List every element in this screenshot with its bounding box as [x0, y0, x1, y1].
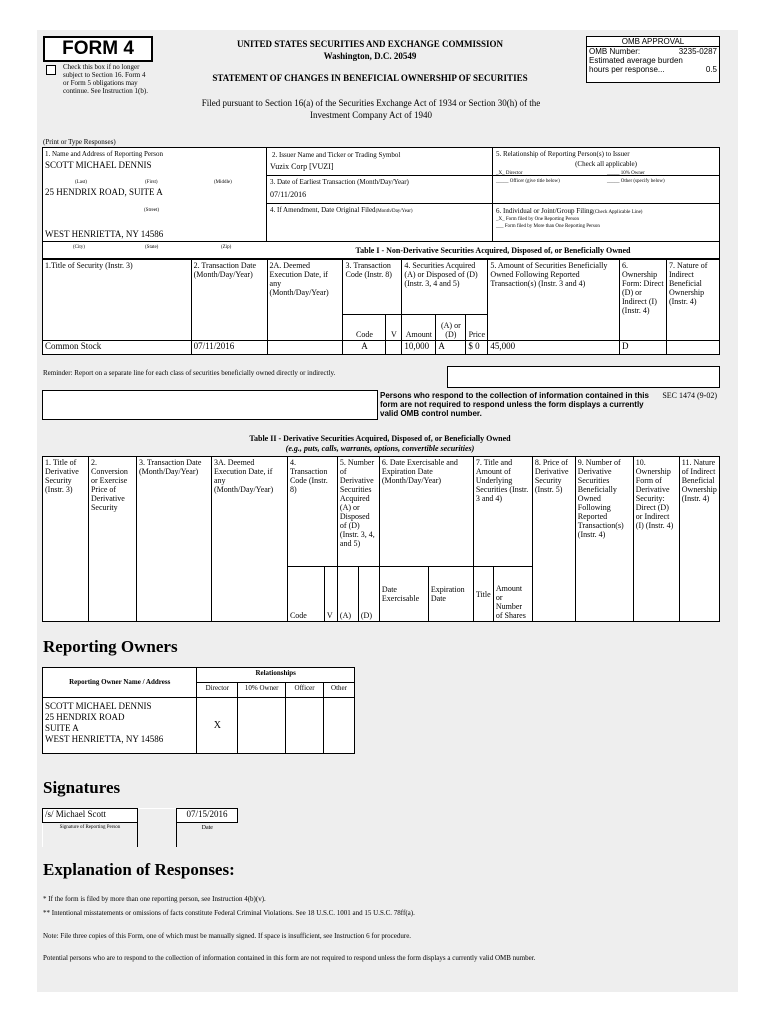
- t1-security: Common Stock: [43, 341, 192, 355]
- t1-h-owned: 5. Amount of Securities Beneficially Owned Following Reported Transaction(s) (Instr. 3 and 4): [488, 260, 620, 341]
- ro-owner-line4: WEST HENRIETTA, NY 14586: [45, 734, 164, 744]
- statement-title: STATEMENT OF CHANGES IN BENEFICIAL OWNERSHIP OF SECURITIES: [212, 73, 528, 83]
- middle-label: (Middle): [214, 180, 232, 185]
- t2-sh-code: Code: [287, 567, 324, 622]
- street-label: (Street): [144, 208, 159, 213]
- agency-name: UNITED STATES SECURITIES AND EXCHANGE COMMISSION: [237, 39, 503, 49]
- persons-notice: Persons who respond to the collection of information contained in this form are not required to respond unless the form displays a currently valid OMB control number.: [380, 391, 649, 418]
- t2-sh-expiration: Expiration Date: [428, 567, 473, 622]
- print-note: (Print or Type Responses): [43, 138, 116, 146]
- explanation-note-3: Note: File three copies of this Form, one of which must be manually signed. If space is insufficient, see Instruction 6 for procedure.: [43, 932, 412, 940]
- t2-h-conversion: 2. Conversion or Exercise Price of Derivative Security: [88, 457, 136, 622]
- state-label: (State): [145, 245, 159, 250]
- first-label: (First): [145, 180, 158, 185]
- t1-h-deemed: 2A. Deemed Execution Date, if any (Month/Day/Year): [267, 260, 343, 341]
- ro-h-officer: Officer: [286, 683, 324, 698]
- other-label: Other (specify below): [620, 179, 665, 184]
- reminder-text: Reminder: Report on a separate line for each class of securities beneficially owned directly or indirectly.: [43, 369, 336, 377]
- filed-pursuant-line2: Investment Company Act of 1940: [310, 110, 432, 120]
- ro-h-director: Director: [197, 683, 238, 698]
- director-label: Director: [505, 171, 523, 176]
- amendment-sublabel: (Month/Day/Year): [375, 209, 413, 214]
- t2-h-form: 10. Ownership Form of Derivative Security: Direct (D) or Indirect (I) (Instr. 4): [633, 457, 679, 622]
- no-longer-subject-checkbox[interactable]: [46, 65, 56, 75]
- t1-sh-price: Price: [466, 315, 488, 341]
- last-label: (Last): [75, 180, 87, 185]
- ro-owner-line1: SCOTT MICHAEL DENNIS: [45, 701, 152, 711]
- t1-date: 07/11/2016: [191, 341, 267, 355]
- t1-form: D: [620, 341, 667, 355]
- t1-aord: A: [436, 341, 466, 355]
- t2-sh-amount: Amount or Number of Shares: [493, 567, 532, 622]
- omb-title: OMB APPROVAL: [587, 37, 719, 47]
- signature-date: 07/15/2016: [177, 809, 238, 823]
- form-title-box: [43, 36, 153, 62]
- t2-h-price: 8. Price of Derivative Security (Instr. 5): [532, 457, 575, 622]
- t1-h-security: 1.Title of Security (Instr. 3): [43, 260, 192, 341]
- signature-value: /s/ Michael Scott: [43, 809, 138, 823]
- t2-sh-d: (D): [358, 567, 379, 622]
- omb-hours-label: hours per response...: [589, 65, 665, 74]
- ro-h-other: Other: [324, 683, 355, 698]
- explanation-note-4: Potential persons who are to respond to the collection of information contained in this form are not required to respond unless the form displays a currently valid OMB number.: [43, 954, 536, 962]
- sec-number: SEC 1474 (9-02): [662, 391, 717, 400]
- table-row: [43, 341, 720, 355]
- checkbox-text: Check this box if no longer subject to Section 16. Form 4 or Form 5 obligations may continue. See Instruction 1(b).: [63, 63, 148, 95]
- earliest-transaction-label: 3. Date of Earliest Transaction (Month/Day/Year): [270, 178, 409, 186]
- t1-sh-code: Code: [343, 315, 386, 341]
- t1-h-nature: 7. Nature of Indirect Beneficial Ownership (Instr. 4): [666, 260, 719, 341]
- reporting-owners-table: [42, 667, 355, 754]
- t2-h-deemed: 3A. Deemed Execution Date, if any (Month/Day/Year): [211, 457, 287, 622]
- table2-subtitle: (e.g., puts, calls, warrants, options, convertible securities): [285, 444, 475, 453]
- t2-h-security: 1. Title of Derivative Security (Instr. 3): [43, 457, 89, 622]
- t2-h-code: 4. Transaction Code (Instr. 8): [287, 457, 337, 567]
- filing-label-text: 6. Individual or Joint/Group Filing: [496, 207, 594, 215]
- t1-h-acquired: 4. Securities Acquired (A) or Disposed of (D) (Instr. 3, 4 and 5): [402, 260, 488, 315]
- t1-sh-amount: Amount: [402, 315, 436, 341]
- officer-label: Officer (give title below): [509, 179, 560, 184]
- reporting-owners-heading: Reporting Owners: [43, 637, 178, 656]
- omb-hours-value: 0.5: [705, 65, 717, 74]
- issuer-value: Vuzix Corp [VUZI]: [270, 162, 334, 171]
- ro-director-mark: X: [197, 698, 238, 754]
- ten-percent-owner-option: _____ 10% Owner: [607, 171, 645, 176]
- agency-address: Washington, D.C. 20549: [323, 51, 417, 61]
- t1-owned: 45,000: [488, 341, 620, 355]
- t1-h-code: 3. Transaction Code (Instr. 8): [343, 260, 402, 315]
- omb-approval-box: [586, 36, 720, 83]
- table1: [42, 259, 720, 355]
- t2-sh-title: Title: [473, 567, 493, 622]
- t1-amount: 10,000: [402, 341, 436, 355]
- date-label: Date: [177, 823, 238, 847]
- reporting-person-name: SCOTT MICHAEL DENNIS: [45, 160, 152, 170]
- zip-label: (Zip): [221, 245, 232, 250]
- t2-h-owned: 9. Number of Derivative Securities Beneficially Owned Following Reported Transaction(s) (Instr. 4): [575, 457, 633, 622]
- officer-option: _____ Officer (give title below): [496, 179, 560, 184]
- t1-code: A: [343, 341, 386, 355]
- omb-burden-label: Estimated average burden: [589, 56, 683, 65]
- t2-h-nature: 11. Nature of Indirect Beneficial Ownership (Instr. 4): [679, 457, 719, 622]
- filing-more-person: ___ Form filed by More than One Reporting Person: [496, 224, 600, 229]
- table2-title: Table II - Derivative Securities Acquired, Disposed of, or Beneficially Owned: [249, 434, 511, 443]
- t1-h-form: 6. Ownership Form: Direct (D) or Indirect (I) (Instr. 4): [620, 260, 667, 341]
- t2-h-number: 5. Number of Derivative Securities Acquired (A) or Disposed of (D) (Instr. 3, 4, and 5): [337, 457, 379, 567]
- filing-label: [496, 207, 642, 216]
- ro-h-ten-pct: 10% Owner: [238, 683, 286, 698]
- explanation-note-1: * If the form is filed by more than one reporting person, see Instruction 4(b)(v).: [43, 895, 266, 903]
- ro-owner-line2: 25 HENDRIX ROAD: [45, 712, 125, 722]
- omb-number-label: OMB Number:: [589, 47, 641, 56]
- relationship-sublabel: (Check all applicable): [575, 160, 637, 168]
- ro-owner-address: [43, 698, 197, 754]
- relationship-label: 5. Relationship of Reporting Person(s) to Issuer: [496, 150, 630, 158]
- table2: [42, 456, 720, 622]
- reminder-box-right: [447, 366, 720, 388]
- t1-nature: [666, 341, 719, 355]
- issuer-label: 2. Issuer Name and Ticker or Trading Symbol: [272, 151, 401, 159]
- t2-h-exercisable: 6. Date Exercisable and Expiration Date (Month/Day/Year): [379, 457, 473, 567]
- reporting-person-address: 25 HENDRIX ROAD, SUITE A: [45, 187, 163, 197]
- reporting-person-city: WEST HENRIETTA, NY 14586: [45, 229, 164, 239]
- t2-h-underlying: 7. Title and Amount of Underlying Securities (Instr. 3 and 4): [473, 457, 532, 567]
- t1-v: [386, 341, 402, 355]
- t1-h-date: 2. Transaction Date (Month/Day/Year): [191, 260, 267, 341]
- amendment-label-text: 4. If Amendment, Date Original Filed: [270, 206, 376, 214]
- omb-number-value: 3235-0287: [678, 47, 717, 56]
- t2-sh-date-exercisable: Date Exercisable: [379, 567, 428, 622]
- amendment-label: [270, 206, 413, 215]
- t2-sh-v: V: [324, 567, 337, 622]
- other-option: _____ Other (specify below): [607, 179, 665, 184]
- filed-pursuant-line1: Filed pursuant to Section 16(a) of the Securities Exchange Act of 1934 or Section 30(h) of the: [201, 98, 541, 108]
- ten-percent-owner-label: 10% Owner: [620, 171, 645, 176]
- signature-label: Signature of Reporting Person: [43, 823, 138, 847]
- explanation-heading: Explanation of Responses:: [43, 860, 235, 879]
- ro-h-name: Reporting Owner Name / Address: [43, 668, 197, 698]
- earliest-transaction-value: 07/11/2016: [270, 190, 307, 199]
- director-mark: _X_: [496, 171, 505, 176]
- ro-h-relationships: Relationships: [197, 668, 355, 683]
- signatures-table: [42, 808, 238, 847]
- t1-sh-aord: (A) or (D): [436, 315, 466, 341]
- t2-h-date: 3. Transaction Date (Month/Day/Year): [136, 457, 211, 622]
- filing-one-person: _X_ Form filed by One Reporting Person: [496, 217, 580, 222]
- reporting-person-label: 1. Name and Address of Reporting Person: [45, 150, 164, 158]
- ro-owner-line3: SUITE A: [45, 723, 79, 733]
- table-row: [43, 698, 355, 754]
- form-title: FORM 4: [62, 38, 134, 59]
- signatures-heading: Signatures: [43, 778, 121, 797]
- filing-sublabel: (Check Applicable Line): [593, 210, 643, 215]
- t1-sh-v: V: [386, 315, 402, 341]
- city-label: (City): [73, 245, 85, 250]
- director-option: [496, 171, 523, 177]
- table1-title: Table I - Non-Derivative Securities Acquired, Disposed of, or Beneficially Owned: [355, 246, 631, 255]
- t2-sh-a: (A): [337, 567, 358, 622]
- t1-deemed: [267, 341, 343, 355]
- explanation-note-2: ** Intentional misstatements or omissions of facts constitute Federal Criminal Violations. See 18 U.S.C. 1001 and 15 U.S.C. 78ff(a).: [43, 909, 415, 917]
- reminder-box-left: [42, 390, 378, 420]
- t1-price: $ 0: [466, 341, 488, 355]
